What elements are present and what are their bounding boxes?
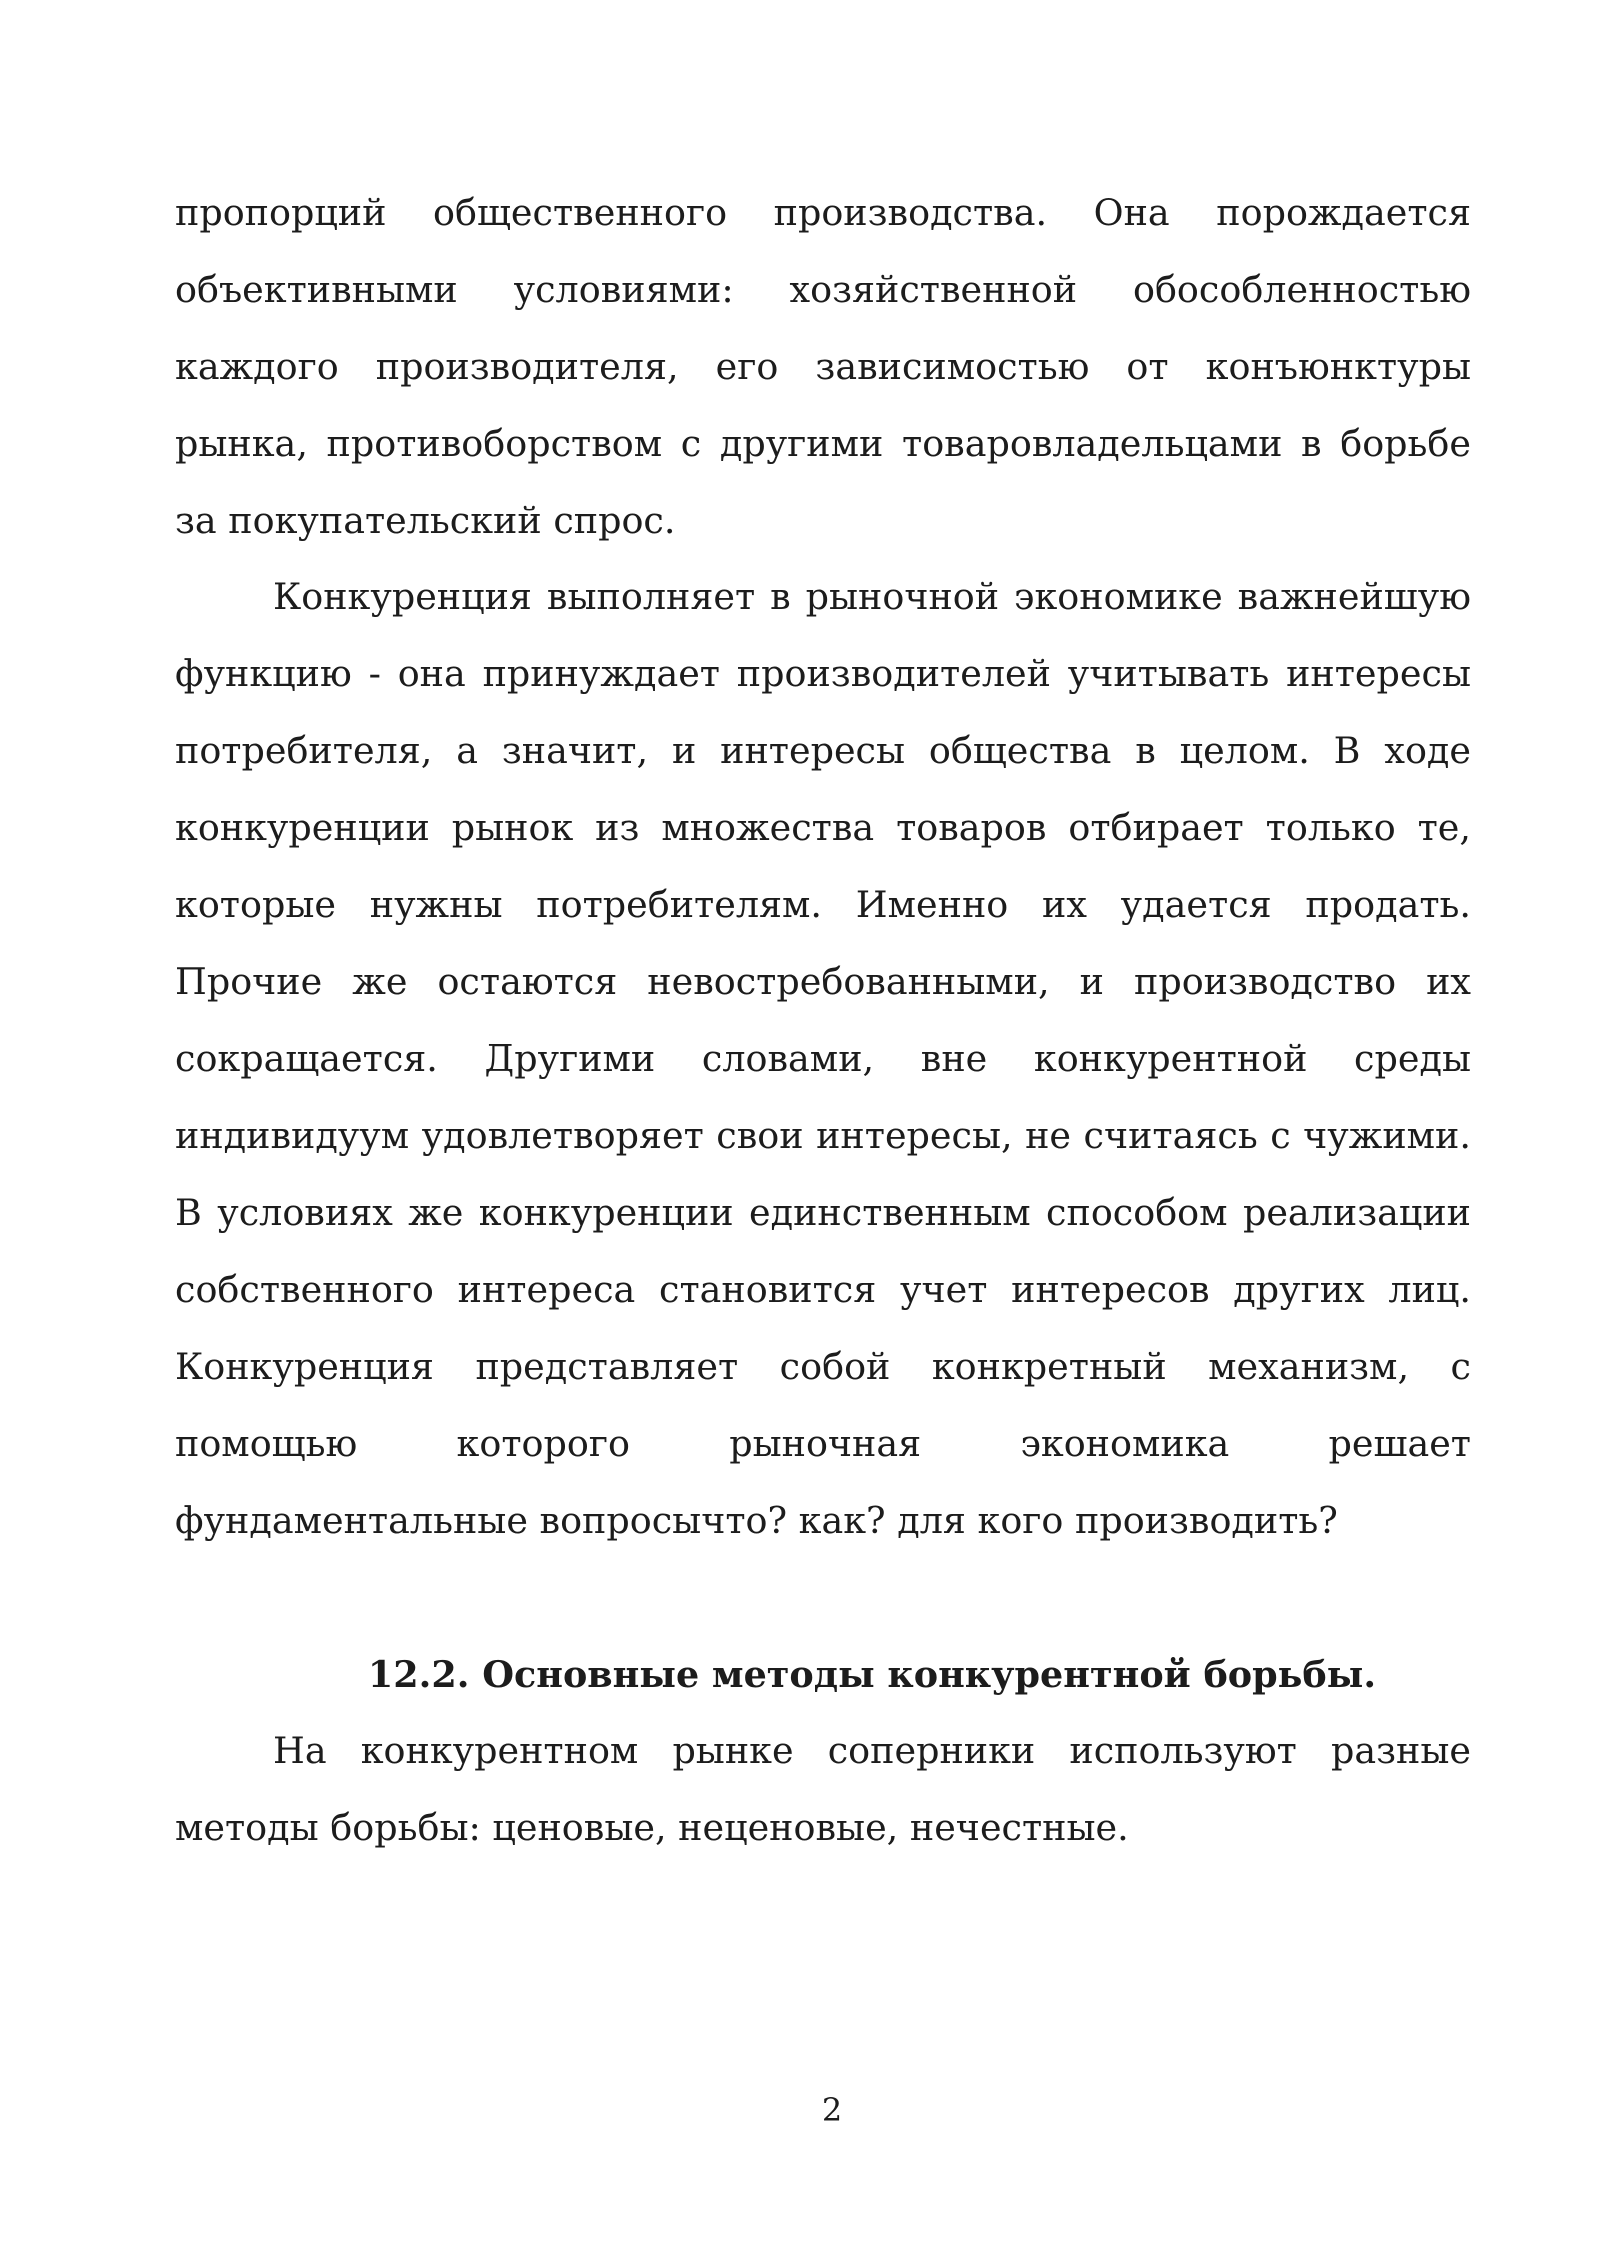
section-heading: 12.2. Основные методы конкурентной борьбы. — [367, 1653, 1377, 1696]
paragraph-continuation: пропорций общественного производства. Она порождается объективными условиями: хозяйственной обособленностью каждого производителя, его зависимостью от конъюнктуры рынка, противоборством с другими товаровладельцами в борьбе за покупательский спрос. — [175, 191, 1471, 542]
paragraph-competition-methods: На конкурентном рынке соперники используют разные методы борьбы: ценовые, неценовые, нечестные. — [175, 1729, 1471, 1849]
page-number: 2 — [821, 2091, 843, 2129]
paragraph-competition-function: Конкуренция выполняет в рыночной экономике важнейшую функцию - она принуждает производителей учитывать интересы потребителя, а значит, и интересы общества в целом. В ходе конкуренции рынок из множества товаров отбирает только те, которые нужны потребителям. Именно их удается продать. Прочие же остаются невостребованными, и производство их сокращается. Другими словами, вне конкурентной среды индивидуум удовлетворяет свои интересы, не считаясь с чужими. В условиях же конкуренции единственным способом реализации собственного интереса становится учет интересов других лиц. Конкуренция представляет собой конкретный механизм, с помощью которого рыночная экономика решает фундаментальные вопросычто? как? для кого производить? — [175, 575, 1471, 1542]
